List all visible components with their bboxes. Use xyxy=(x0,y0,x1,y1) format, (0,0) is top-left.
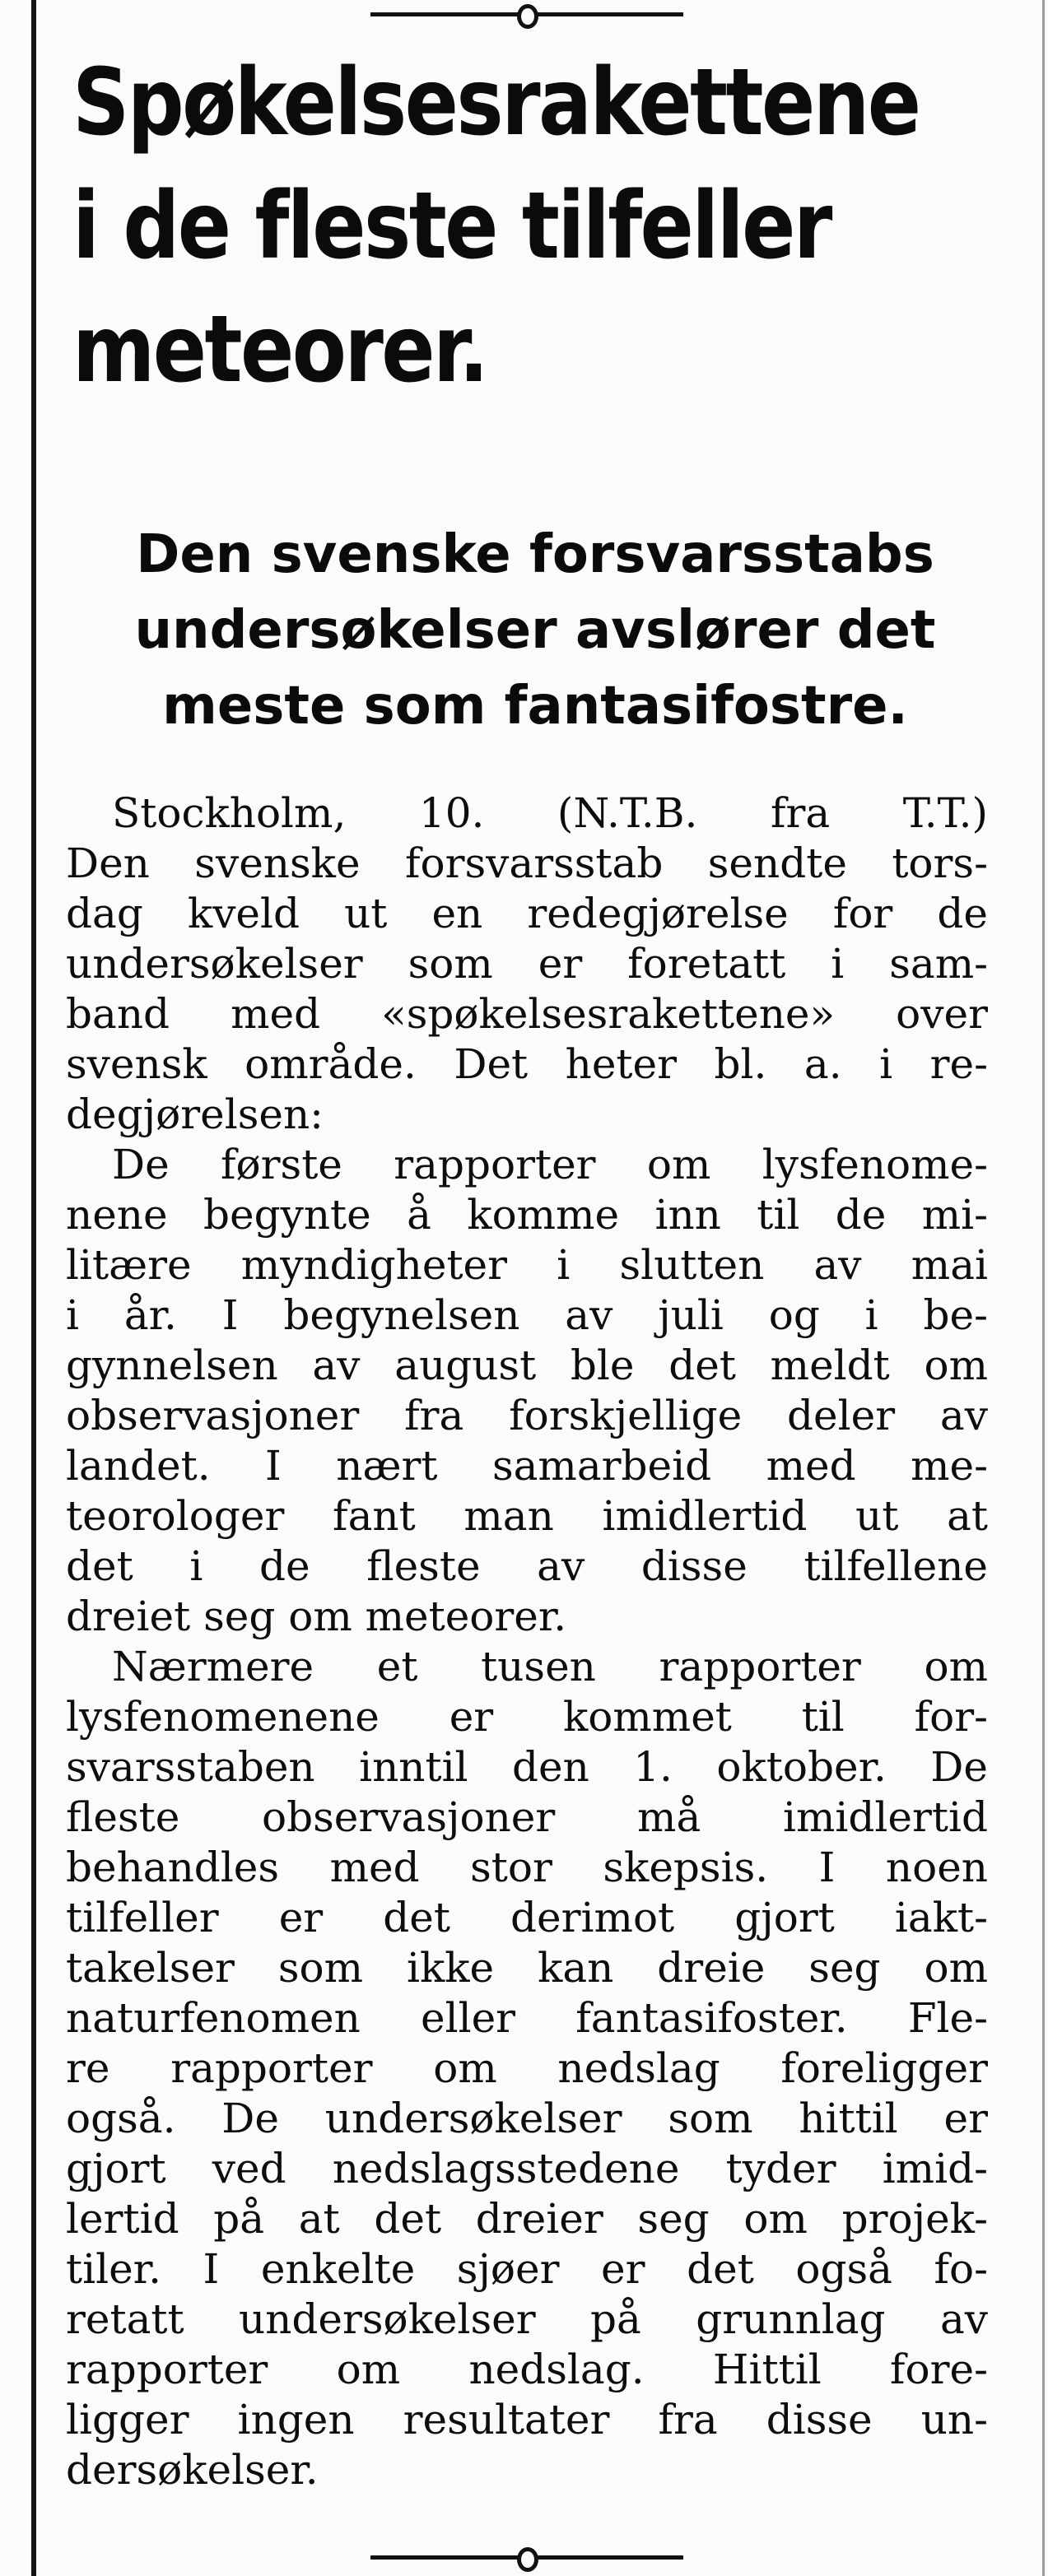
column-rule-left xyxy=(31,0,36,2576)
article-body xyxy=(66,788,988,2495)
body-line: lysfenomenene er kommet til for- xyxy=(66,1693,988,1741)
body-line: svarsstaben inntil den 1. oktober. De xyxy=(66,1743,988,1791)
body-line: undersøkelser som er foretatt i sam- xyxy=(66,940,988,988)
body-line: fleste observasjoner må imidlertid xyxy=(66,1793,988,1841)
body-line: takelser som ikke kan dreie seg om xyxy=(66,1944,988,1992)
subheadline-line-1: Den svenske forsvarsstabs xyxy=(136,524,934,585)
body-line: dersøkelser. xyxy=(66,2446,319,2494)
body-line: i år. I begynelsen av juli og i be- xyxy=(66,1291,988,1339)
body-line: tilfeller er det derimot gjort iakt- xyxy=(66,1894,988,1941)
column-rule-right xyxy=(1042,0,1045,2576)
body-line: naturfenomen eller fantasifoster. Fle- xyxy=(66,1994,988,2042)
body-line: rapporter om nedslag. Hittil fore- xyxy=(66,2346,988,2393)
body-line: ligger ingen resultater fra disse un- xyxy=(66,2396,988,2443)
body-line: degjørelsen: xyxy=(66,1090,324,1138)
body-line: litære myndigheter i slutten av mai xyxy=(66,1241,988,1289)
body-line: svensk område. Det heter bl. a. i re- xyxy=(66,1040,988,1088)
ornament-divider-bottom xyxy=(370,2545,683,2569)
body-line: nene begynte å komme inn til de mi- xyxy=(66,1191,988,1239)
body-line: gjort ved nedslagsstedene tyder imid- xyxy=(66,2145,988,2192)
body-line: Den svenske forsvarsstab sendte tors- xyxy=(66,839,988,887)
body-line: behandles med stor skepsis. I noen xyxy=(66,1844,988,1891)
ornament-divider-top xyxy=(370,2,683,26)
body-line: teorologer fant man imidlertid ut at xyxy=(66,1492,988,1540)
ornament-ring xyxy=(517,2547,538,2572)
body-line: også. De undersøkelser som hittil er xyxy=(66,2095,988,2142)
body-line: band med «spøkelsesrakettene» over xyxy=(66,990,988,1038)
body-line: dag kveld ut en redegjørelse for de xyxy=(66,890,988,937)
body-line: De første rapporter om lysfenome- xyxy=(112,1141,988,1188)
subheadline xyxy=(41,517,1029,744)
body-line: Nærmere et tusen rapporter om xyxy=(112,1643,988,1690)
body-line: gynnelsen av august ble det meldt om xyxy=(66,1341,988,1389)
headline-line-3: meteorer. xyxy=(72,296,487,403)
headline-line-1: Spøkelsesrakettene xyxy=(72,49,920,156)
subheadline-line-3: meste som fantasifostre. xyxy=(162,676,908,737)
body-line: det i de fleste av disse tilfellene xyxy=(66,1542,988,1590)
body-line: lertid på at det dreier seg om projek- xyxy=(66,2195,988,2243)
body-line: dreiet seg om meteorer. xyxy=(66,1593,567,1640)
body-line: re rapporter om nedslag foreligger xyxy=(66,2044,988,2092)
dateline: Stockholm, 10. (N.T.B. fra T.T.) xyxy=(112,789,988,837)
body-line: retatt undersøkelser på grunnlag av xyxy=(66,2295,988,2343)
ornament-ring xyxy=(517,4,538,29)
subheadline-line-2: undersøkelser avslører det xyxy=(134,600,936,661)
body-line: tiler. I enkelte sjøer er det også fo- xyxy=(66,2245,988,2293)
headline-line-2: i de fleste tilfeller xyxy=(72,173,831,280)
body-line: observasjoner fra forskjellige deler av xyxy=(66,1392,988,1439)
headline xyxy=(72,41,920,412)
body-line: landet. I nært samarbeid med me- xyxy=(66,1442,988,1490)
